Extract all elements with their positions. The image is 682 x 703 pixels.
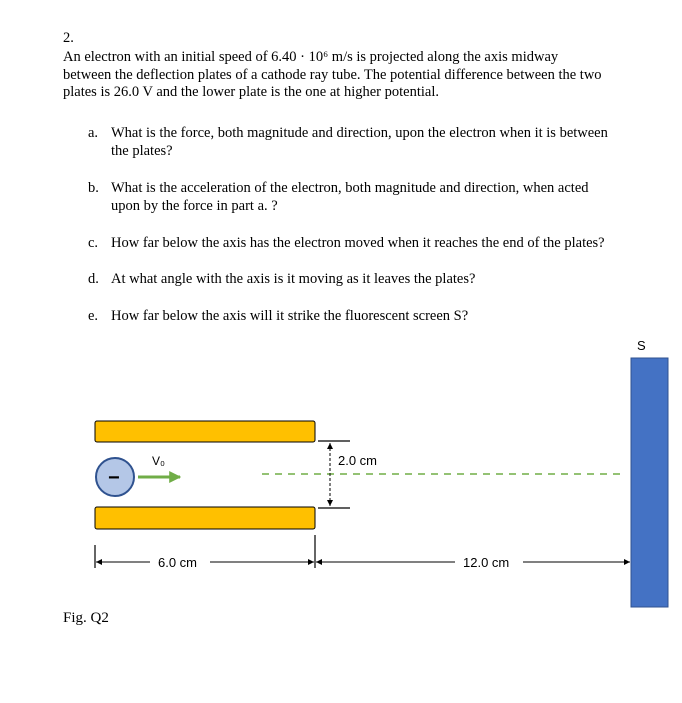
question-c-line-1: How far below the axis has the electron moved when it reaches the end of the plates? bbox=[111, 235, 605, 251]
gap-label: 2.0 cm bbox=[338, 453, 378, 468]
question-a-line-2: the plates? bbox=[111, 143, 173, 159]
question-e-letter: e. bbox=[88, 308, 99, 324]
screen-label: S bbox=[637, 338, 646, 353]
upper-plate bbox=[95, 421, 315, 442]
intro-line: plates is 26.0 V and the lower plate is the one at higher potential. bbox=[63, 84, 439, 100]
lower-plate bbox=[95, 507, 315, 529]
question-b-line-1: What is the acceleration of the electron, both magnitude and direction, when acted bbox=[111, 180, 589, 196]
question-b-letter: b. bbox=[88, 180, 99, 196]
fluorescent-screen bbox=[631, 358, 668, 607]
question-e-line-1: How far below the axis will it strike the fluorescent screen S? bbox=[111, 308, 469, 324]
electron-sign: − bbox=[108, 467, 120, 489]
question-a-letter: a. bbox=[88, 125, 99, 141]
screen-distance-label: 12.0 cm bbox=[463, 555, 510, 570]
intro-line: between the deflection plates of a cathode ray tube. The potential difference between the two bbox=[63, 66, 602, 83]
problem-number: 2. bbox=[63, 30, 74, 46]
figure-caption: Fig. Q2 bbox=[63, 610, 109, 626]
question-d-letter: d. bbox=[88, 271, 99, 287]
question-b-line-2: upon by the force in part a. ? bbox=[111, 198, 278, 214]
question-d-line-1: At what angle with the axis is it moving as it leaves the plates? bbox=[111, 271, 476, 287]
question-a-line-1: What is the force, both magnitude and direction, upon the electron when it is between bbox=[111, 125, 608, 141]
velocity-label: V₀ bbox=[152, 454, 165, 468]
question-c-letter: c. bbox=[88, 235, 99, 251]
plate-length-label: 6.0 cm bbox=[158, 555, 198, 570]
intro-line: An electron with an initial speed of 6.40 · 10⁶ m/s is projected along the axis midway bbox=[63, 49, 559, 65]
